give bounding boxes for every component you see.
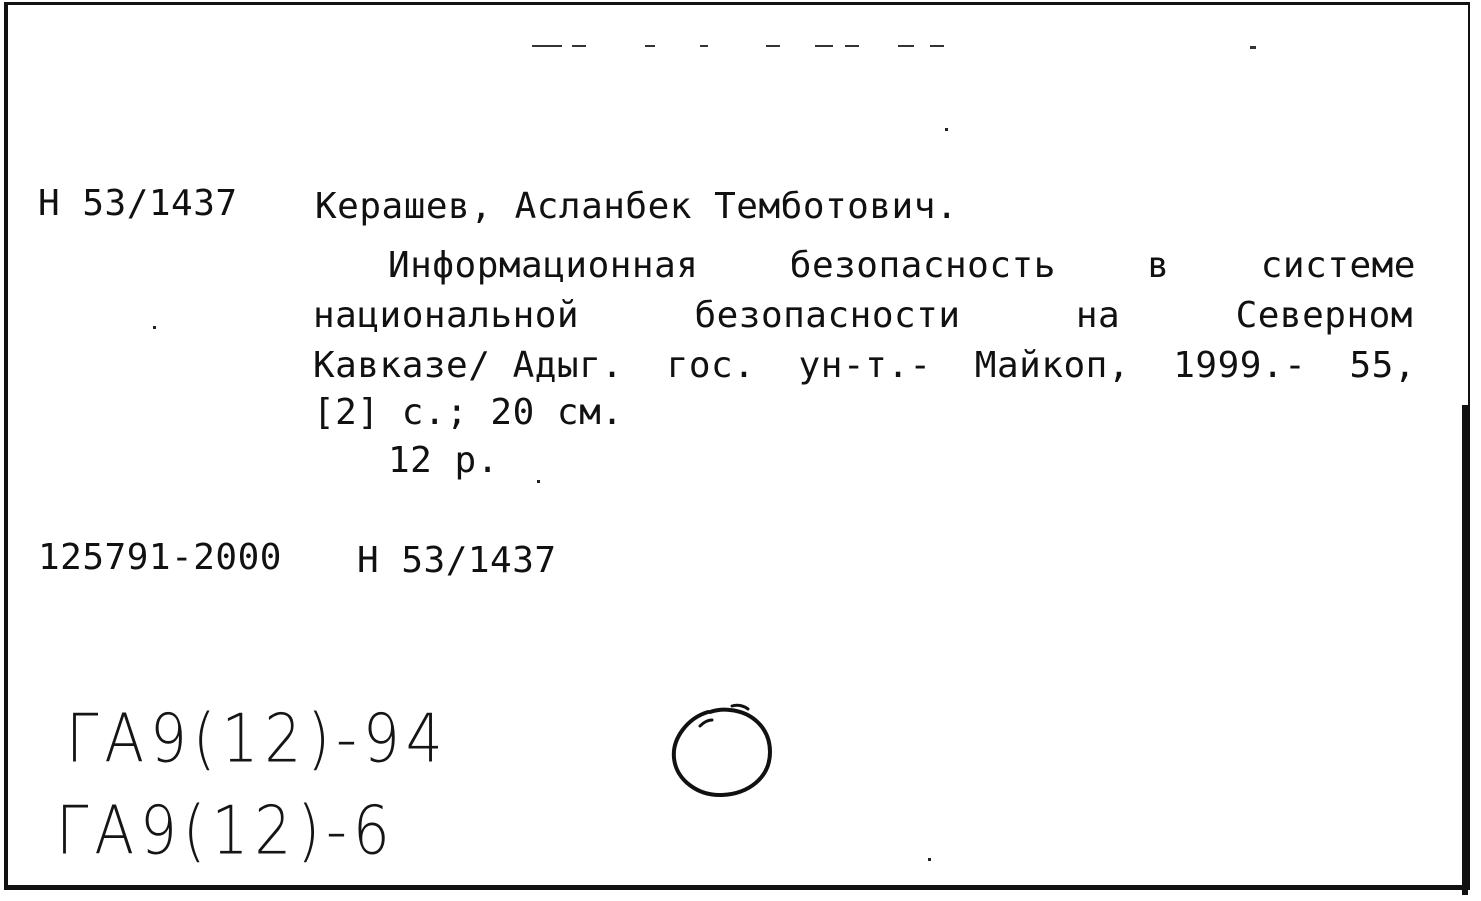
shelfmark: Н 53/1437 — [38, 183, 238, 224]
top-dash-marks — [0, 0, 1481, 60]
title-word: гос. — [666, 345, 756, 386]
speck — [945, 128, 948, 131]
title-word: системе — [1260, 245, 1416, 286]
title-word: национальной — [313, 295, 580, 336]
title-word: в — [1147, 245, 1170, 286]
accession-number: 125791-2000 — [38, 537, 282, 578]
title-line-3 — [313, 345, 1416, 387]
title-line-2 — [313, 295, 1413, 337]
title-word: 1999.- — [1173, 345, 1307, 386]
accession-shelfmark: Н 53/1437 — [357, 540, 557, 581]
title-word: безопасность — [789, 245, 1056, 286]
title-word: ун-т.- — [798, 345, 932, 386]
pagination: [2] с.; 20 см. — [313, 392, 624, 433]
title-word: Кавказе/ Адыг. — [313, 345, 624, 386]
price: 12 р. — [388, 440, 499, 481]
speck — [928, 858, 931, 861]
card-border-right — [1462, 405, 1468, 895]
title-word: на — [1075, 295, 1121, 336]
title-word: 55, — [1349, 345, 1416, 386]
speck — [153, 326, 156, 329]
author-heading: Керашев, Асланбек Темботович. — [315, 186, 959, 227]
handwritten-note-1: ГА9(12)-94 — [66, 699, 449, 778]
title-word: Северном — [1235, 295, 1413, 336]
title-line-1 — [388, 245, 1416, 287]
title-word: Информационная — [388, 245, 699, 286]
title-word: Майкоп, — [974, 345, 1131, 386]
title-word: безопасности — [694, 295, 961, 336]
circle-mark-icon — [660, 700, 785, 805]
speck — [537, 480, 540, 483]
handwritten-note-2: ГА9(12)-6 — [56, 791, 396, 870]
